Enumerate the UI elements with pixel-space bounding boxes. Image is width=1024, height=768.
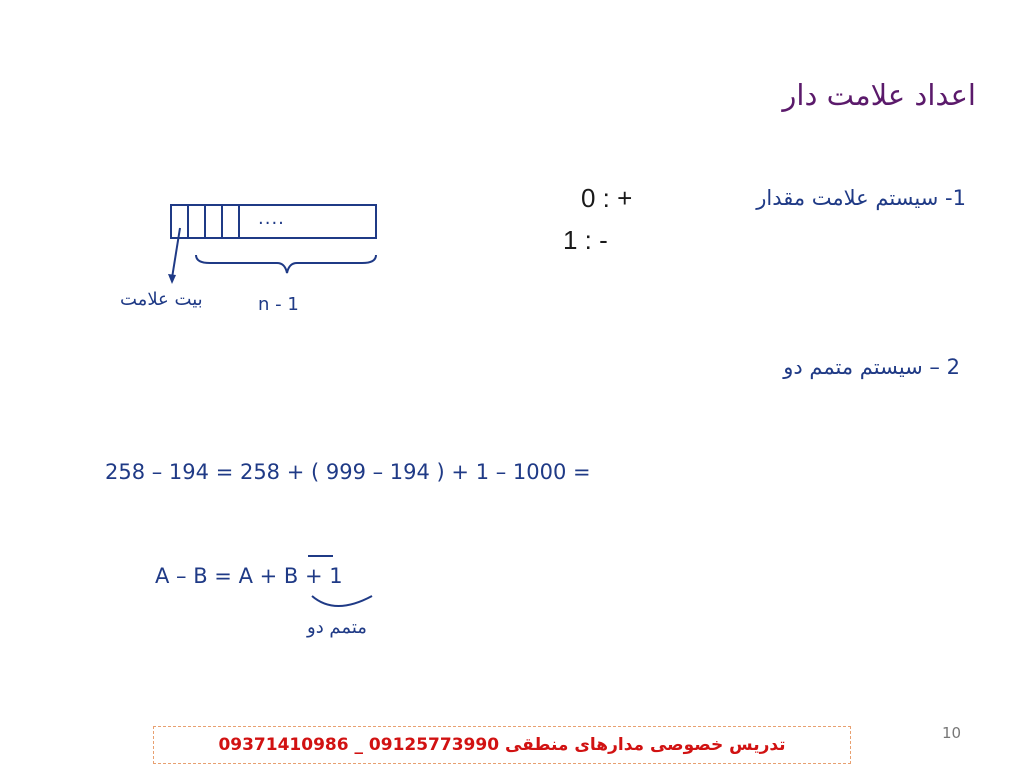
minus-sign-code: 1 : - — [563, 225, 608, 255]
sign-bit-arrow-line — [172, 228, 180, 278]
slide-title: اعداد علامت دار — [782, 78, 976, 112]
slide-number: 10 — [942, 724, 962, 742]
binary-equation: A – B = A + B + 1 — [155, 564, 343, 588]
register-dots: .... — [258, 208, 285, 229]
complement-curve — [312, 596, 372, 606]
footer-text: تدریس خصوصی مدارهای منطقی 09125773990 _ 09371410986 — [218, 735, 786, 755]
decimal-equation: 258 – 194 = 258 + ( 999 – 194 ) + 1 – 1000 = — [105, 460, 591, 484]
footer-banner — [153, 726, 851, 764]
sign-bit-label: بیت علامت — [120, 289, 203, 310]
complement-label: متمم دو — [307, 617, 367, 638]
n-minus-one-label: n - 1 — [258, 294, 299, 315]
sign-bit-arrow-head — [168, 274, 176, 284]
sign-magnitude-heading: 1- سیستم علامت مقدار — [756, 186, 966, 210]
n-bits-brace — [196, 255, 376, 273]
plus-sign-code: 0 : + — [581, 183, 633, 213]
twos-complement-heading: 2 – سیستم متمم دو — [783, 355, 960, 379]
